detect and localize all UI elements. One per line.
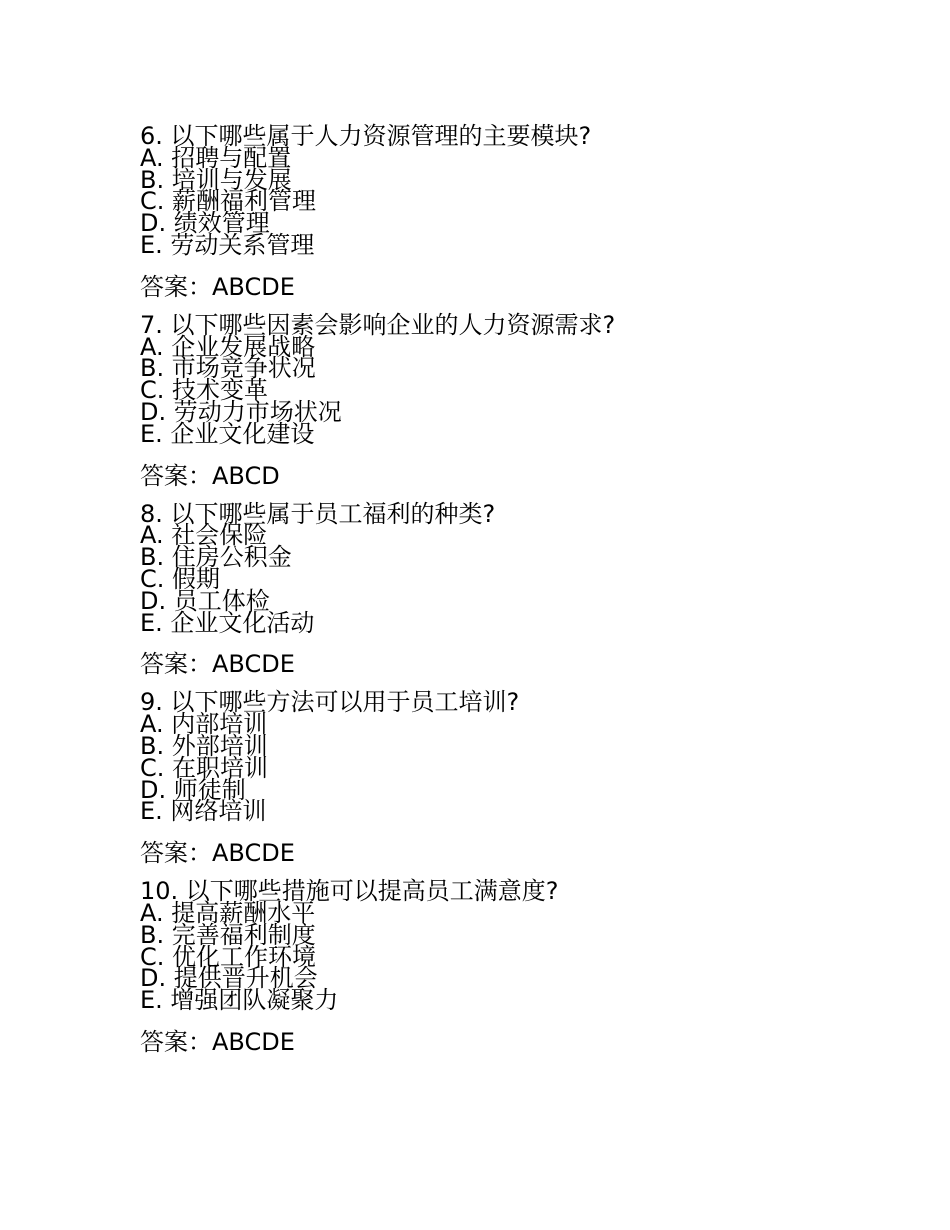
option-a: A. 招聘与配置 [140, 143, 292, 172]
answer-line: 答案：ABCD [140, 461, 280, 490]
option-b: B. 市场竞争状况 [140, 354, 316, 383]
option-c: C. 假期 [140, 564, 221, 593]
option-e: E. 网络培训 [140, 797, 267, 826]
option-a: A. 内部培训 [140, 710, 268, 739]
option-a: A. 企业发展战略 [140, 332, 316, 361]
option-a: A. 提高薪酬水平 [140, 898, 316, 927]
document-page [140, 122, 860, 1070]
question-9 [140, 688, 860, 868]
option-d: D. 提供晋升机会 [140, 964, 318, 993]
option-b: B. 外部培训 [140, 731, 268, 760]
option-e: E. 增强团队凝聚力 [140, 986, 339, 1015]
answer-line: 答案：ABCDE [140, 272, 295, 301]
question-title: 10. 以下哪些措施可以提高员工满意度? [140, 877, 559, 906]
question-8 [140, 499, 860, 679]
answer-line: 答案：ABCDE [140, 650, 295, 679]
answer-line: 答案：ABCDE [140, 1027, 295, 1056]
option-b: B. 培训与发展 [140, 165, 292, 194]
answer-line: 答案：ABCDE [140, 839, 295, 868]
option-d: D. 绩效管理 [140, 209, 270, 238]
question-title: 8. 以下哪些属于员工福利的种类? [140, 499, 496, 528]
question-7 [140, 310, 860, 490]
option-d: D. 师徒制 [140, 775, 246, 804]
question-6 [140, 122, 860, 301]
option-a: A. 社会保险 [140, 521, 268, 550]
option-c: C. 优化工作环境 [140, 942, 317, 971]
option-c: C. 在职培训 [140, 753, 269, 782]
question-title: 6. 以下哪些属于人力资源管理的主要模块? [140, 122, 592, 150]
option-e: E. 企业文化建设 [140, 419, 315, 448]
option-d: D. 员工体检 [140, 586, 270, 615]
question-10 [140, 877, 860, 1056]
option-d: D. 劳动力市场状况 [140, 397, 342, 426]
option-e: E. 企业文化活动 [140, 608, 315, 637]
option-c: C. 技术变革 [140, 376, 269, 405]
option-b: B. 完善福利制度 [140, 920, 316, 949]
option-e: E. 劳动关系管理 [140, 230, 315, 259]
option-c: C. 薪酬福利管理 [140, 187, 317, 216]
question-title: 9. 以下哪些方法可以用于员工培训? [140, 688, 520, 717]
question-title: 7. 以下哪些因素会影响企业的人力资源需求? [140, 310, 616, 339]
option-b: B. 住房公积金 [140, 543, 292, 572]
